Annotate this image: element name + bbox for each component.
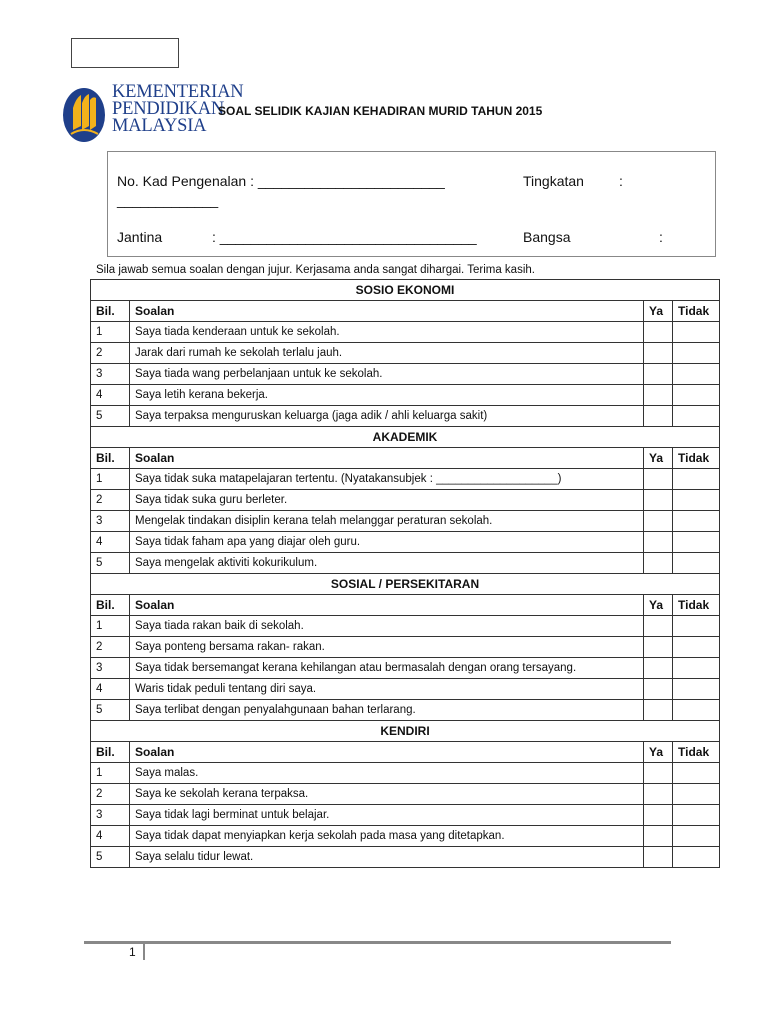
answer-tidak-cell[interactable] [673,700,720,721]
question-number: 1 [91,616,130,637]
question-text: Saya letih kerana bekerja. [130,385,644,406]
question-text: Saya selalu tidur lewat. [130,847,644,868]
question-text: Saya tidak suka guru berleter. [130,490,644,511]
question-row [91,553,720,574]
column-header-ya: Ya [644,301,673,322]
question-row [91,490,720,511]
question-row [91,406,720,427]
section-title: SOSIO EKONOMI [91,280,720,301]
question-row [91,700,720,721]
question-text: Saya mengelak aktiviti kokurikulum. [130,553,644,574]
question-text: Saya tidak dapat menyiapkan kerja sekolah pada masa yang ditetapkan. [130,826,644,847]
answer-ya-cell[interactable] [644,532,673,553]
answer-tidak-cell[interactable] [673,763,720,784]
bangsa-label: Bangsa [523,229,571,245]
question-text: Saya tidak bersemangat kerana kehilangan atau bermasalah dengan orang tersayang. [130,658,644,679]
answer-tidak-cell[interactable] [673,343,720,364]
question-number: 5 [91,406,130,427]
answer-ya-cell[interactable] [644,469,673,490]
answer-ya-cell[interactable] [644,847,673,868]
column-header-soalan: Soalan [130,742,644,763]
answer-tidak-cell[interactable] [673,364,720,385]
question-text: Saya tiada kenderaan untuk ke sekolah. [130,322,644,343]
question-number: 4 [91,532,130,553]
question-row [91,616,720,637]
question-text: Saya terpaksa menguruskan keluarga (jaga adik / ahli keluarga sakit) [130,406,644,427]
question-number: 4 [91,679,130,700]
tingkatan-field[interactable]: _____________ [117,192,219,208]
bangsa-field[interactable]: : [659,229,663,245]
question-number: 3 [91,364,130,385]
page-number: 1 [129,945,136,959]
question-row [91,763,720,784]
question-text: Saya tidak faham apa yang diajar oleh guru. [130,532,644,553]
jantina-field[interactable]: : _________________________________ [212,229,477,245]
logo-line-3: MALAYSIA [112,116,207,136]
answer-tidak-cell[interactable] [673,511,720,532]
section-header-row [91,427,720,448]
question-number: 5 [91,847,130,868]
column-header-ya: Ya [644,595,673,616]
column-header-soalan: Soalan [130,448,644,469]
answer-tidak-cell[interactable] [673,532,720,553]
column-header-row [91,448,720,469]
question-text: Jarak dari rumah ke sekolah terlalu jauh. [130,343,644,364]
question-number: 2 [91,490,130,511]
answer-ya-cell[interactable] [644,553,673,574]
question-text: Saya terlibat dengan penyalahgunaan bahan terlarang. [130,700,644,721]
question-row [91,658,720,679]
section-header-row [91,574,720,595]
ic-number-field[interactable]: No. Kad Pengenalan : ________________________ [117,173,445,189]
question-number: 4 [91,826,130,847]
answer-tidak-cell[interactable] [673,553,720,574]
blank-code-box[interactable] [71,38,179,68]
answer-ya-cell[interactable] [644,784,673,805]
question-row [91,532,720,553]
question-number: 1 [91,763,130,784]
jantina-label: Jantina [117,229,163,245]
instruction-text: Sila jawab semua soalan dengan jujur. Kerjasama anda sangat dihargai. Terima kasih. [96,264,535,276]
answer-ya-cell[interactable] [644,637,673,658]
answer-tidak-cell[interactable] [673,469,720,490]
question-row [91,343,720,364]
column-header-tidak: Tidak [673,448,720,469]
page-number-divider [143,943,145,960]
section-title: KENDIRI [91,721,720,742]
ministry-emblem-icon [62,86,110,146]
answer-tidak-cell[interactable] [673,385,720,406]
column-header-tidak: Tidak [673,742,720,763]
answer-ya-cell[interactable] [644,826,673,847]
question-row [91,847,720,868]
column-header-tidak: Tidak [673,595,720,616]
tingkatan-label: Tingkatan [523,173,584,189]
column-header-ya: Ya [644,448,673,469]
question-number: 5 [91,553,130,574]
question-text: Saya malas. [130,763,644,784]
question-number: 3 [91,511,130,532]
answer-ya-cell[interactable] [644,490,673,511]
section-header-row [91,280,720,301]
answer-ya-cell[interactable] [644,616,673,637]
answer-tidak-cell[interactable] [673,679,720,700]
question-text: Saya tiada rakan baik di sekolah. [130,616,644,637]
question-text: Saya ke sekolah kerana terpaksa. [130,784,644,805]
answer-ya-cell[interactable] [644,322,673,343]
question-text: Saya tiada wang perbelanjaan untuk ke sekolah. [130,364,644,385]
question-row [91,637,720,658]
question-number: 1 [91,322,130,343]
column-header-ya: Ya [644,742,673,763]
footer-divider [84,941,671,944]
answer-ya-cell[interactable] [644,385,673,406]
column-header-row [91,742,720,763]
document-title: SOAL SELIDIK KAJIAN KEHADIRAN MURID TAHUN 2015 [218,104,543,118]
question-row [91,364,720,385]
column-header-bil: Bil. [91,595,130,616]
answer-tidak-cell[interactable] [673,406,720,427]
section-header-row [91,721,720,742]
question-number: 4 [91,385,130,406]
question-text: Saya tidak suka matapelajaran tertentu. (Nyatakansubjek : ___________________) [130,469,644,490]
question-number: 2 [91,637,130,658]
question-text: Mengelak tindakan disiplin kerana telah melanggar peraturan sekolah. [130,511,644,532]
questionnaire-table [90,279,720,868]
column-header-soalan: Soalan [130,595,644,616]
answer-tidak-cell[interactable] [673,847,720,868]
answer-tidak-cell[interactable] [673,784,720,805]
question-number: 3 [91,658,130,679]
logo-line-1: KEMENTERIAN [112,82,244,102]
question-number: 1 [91,469,130,490]
answer-ya-cell[interactable] [644,805,673,826]
answer-tidak-cell[interactable] [673,322,720,343]
question-row [91,679,720,700]
answer-tidak-cell[interactable] [673,658,720,679]
question-row [91,322,720,343]
column-header-row [91,301,720,322]
section-title: SOSIAL / PERSEKITARAN [91,574,720,595]
column-header-soalan: Soalan [130,301,644,322]
question-row [91,385,720,406]
answer-ya-cell[interactable] [644,763,673,784]
answer-tidak-cell[interactable] [673,637,720,658]
tingkatan-colon: : [619,173,623,189]
answer-ya-cell[interactable] [644,406,673,427]
question-row [91,826,720,847]
question-number: 2 [91,784,130,805]
column-header-row [91,595,720,616]
ministry-logo [62,82,244,146]
answer-ya-cell[interactable] [644,700,673,721]
question-text: Waris tidak peduli tentang diri saya. [130,679,644,700]
question-row [91,469,720,490]
answer-tidak-cell[interactable] [673,490,720,511]
section-title: AKADEMIK [91,427,720,448]
question-row [91,511,720,532]
answer-tidak-cell[interactable] [673,805,720,826]
question-text: Saya ponteng bersama rakan- rakan. [130,637,644,658]
student-identity-box [107,151,716,257]
column-header-tidak: Tidak [673,301,720,322]
question-text: Saya tidak lagi berminat untuk belajar. [130,805,644,826]
question-number: 5 [91,700,130,721]
column-header-bil: Bil. [91,448,130,469]
question-number: 2 [91,343,130,364]
answer-ya-cell[interactable] [644,658,673,679]
answer-ya-cell[interactable] [644,511,673,532]
column-header-bil: Bil. [91,742,130,763]
logo-line-2: PENDIDIKAN [112,99,225,119]
answer-ya-cell[interactable] [644,679,673,700]
question-row [91,784,720,805]
question-row [91,805,720,826]
answer-ya-cell[interactable] [644,343,673,364]
answer-ya-cell[interactable] [644,364,673,385]
answer-tidak-cell[interactable] [673,616,720,637]
column-header-bil: Bil. [91,301,130,322]
question-number: 3 [91,805,130,826]
answer-tidak-cell[interactable] [673,826,720,847]
